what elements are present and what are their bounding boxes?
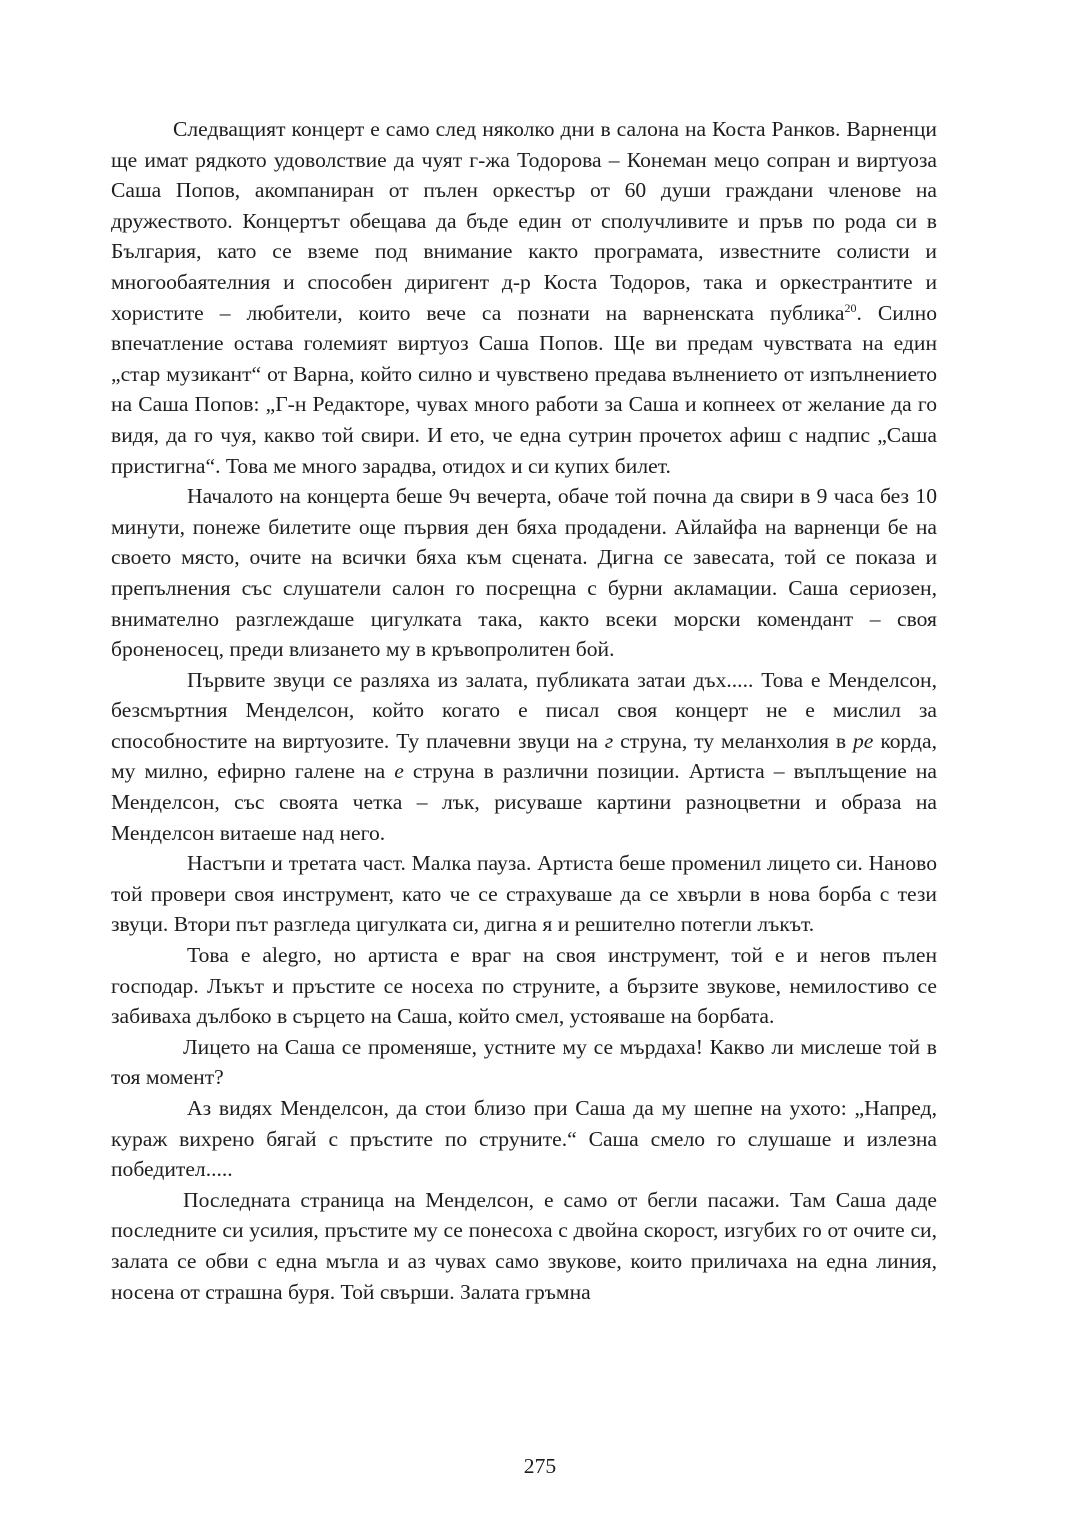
italic-note-e: е xyxy=(394,759,404,784)
paragraph-1-text: Следващият концерт е само след няколко дни в салона на Коста Ранков. Варненци ще имат рядкото удоволствие да чуят г-жа Тодорова – Конеман мецо сопран и виртуоза Саша Попов, акомпаниран от пълен оркестър от 60 души граждани членове на дружеството. Концертът обещава да бъде един от сполучливите и пръв по рода си в България, като се вземе под внимание както програмата, известните солисти и многообаятелния и способен диригент д-р Коста Тодоров, така и оркестрантите и хористите – любители, които вече са познати на варненската публика xyxy=(111,117,937,325)
paragraph-3 xyxy=(111,665,937,849)
italic-note-g: г xyxy=(604,728,614,753)
paragraph-1-text-continued: . Силно впечатление остава големият виртуоз Саша Попов. Ще ви предам чувствата на един „стар музикант“ от Варна, който силно и чувствено предава вълнението от изпълнението на Саша Попов: „Г-н Редакторе, чувах много работи за Саша и копнеех от желание да го видя, да го чуя, какво той свири. И ето, че една сутрин прочетох афиш с надпис „Саша пристигна“. Това ме много зарадва, отидох и си купих билет. xyxy=(111,300,937,478)
footnote-ref-20: 20 xyxy=(844,300,857,315)
paragraph-7: Аз видях Менделсон, да стои близо при Саша да му шепне на ухото: „Напред, кураж вихрено бягай с пръстите по струните.“ Саша смело го слушаше и излезна победител..... xyxy=(111,1096,937,1182)
paragraph-6: Лицето на Саша се променяше, устните му се мърдаха! Какво ли мислеше той в тоя момент? xyxy=(111,1034,937,1090)
paragraph-3-text-c: корда, му милно, ефирно галене на xyxy=(111,728,937,784)
paragraph-3-text-d: струна в различни позиции. Артиста – въплъщение на Менделсон, със своята четка – лък, рисуваше картини разноцветни и образа на Менделсон витаеше над него. xyxy=(111,759,937,845)
paragraph-4: Настъпи и третата част. Малка пауза. Артиста беше променил лицето си. Наново той провери своя инструмент, като че се страхуваше да се хвърли в нова борба с тези звуци. Втори път разгледа цигулката си, дигна я и решително потегли лъкът. xyxy=(111,851,937,937)
paragraph-5: Това е alegro, но артиста е враг на своя инструмент, той е и негов пълен господар. Лъкът и пръстите се носеха по струните, а бързите звукове, немилостиво се забиваха дълбоко в сърцето на Саша, който смел, устояваше на борбата. xyxy=(111,943,937,1029)
paragraph-2: Началото на концерта беше 9ч вечерта, обаче той почна да свири в 9 часа без 10 минути, понеже билетите още първия ден бяха продадени. Айлайфа на варненци бе на своето място, очите на всички бяха към сцената. Дигна се завесата, той се показа и препълнения със слушатели салон го посрещна с бурни акламации. Саша сериозен, внимателно разглеждаше цигулката така, както всеки морски комендант – своя броненосец, преди влизането му в кръвопролитен бой. xyxy=(111,484,937,662)
paragraph-1 xyxy=(111,114,937,481)
page-number: 275 xyxy=(523,1454,557,1478)
body-text xyxy=(111,114,937,1307)
italic-note-re: ре xyxy=(853,728,874,753)
paragraph-3-text-a: Първите звуци се разляха из залата, публиката затаи дъх..... Това е Менделсон, безсмъртния Менделсон, който когато е писал своя концерт не е мислил за способностите на виртуозите. Ту плачевни звуци на xyxy=(111,667,937,753)
paragraph-3-text-b: струна, ту меланхолия в xyxy=(613,728,853,753)
paragraph-8: Последната страница на Менделсон, е само от бегли пасажи. Там Саша даде последните си усилия, пръстите му се понесоха с двойна скорост, изгубих го от очите си, залата се обви с една мъгла и аз чувах само звукове, които приличаха на една линия, носена от страшна буря. Той свърши. Залата гръмна xyxy=(111,1187,937,1304)
